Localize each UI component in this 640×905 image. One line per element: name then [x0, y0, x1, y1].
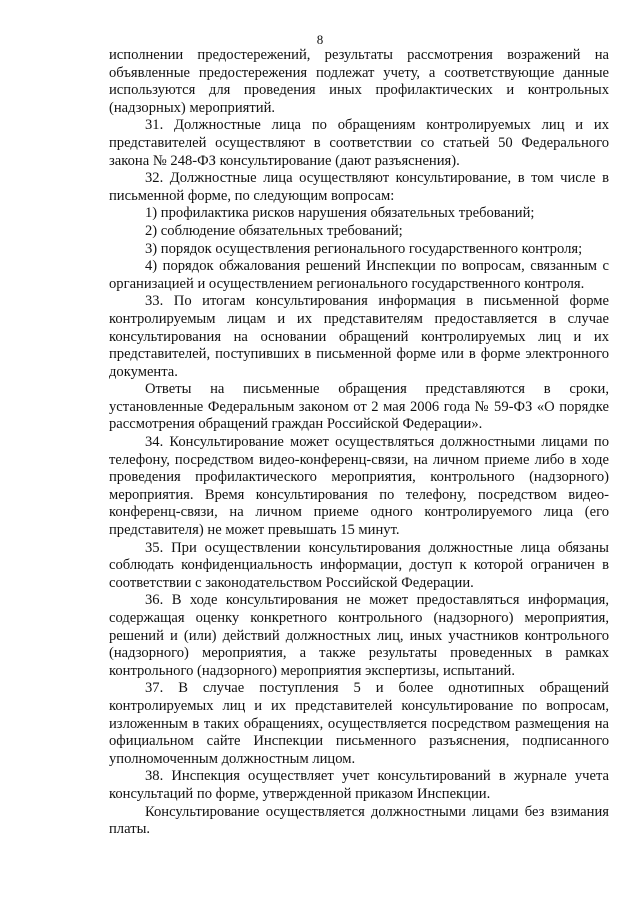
document-body — [109, 47, 609, 839]
paragraph-continuation: исполнении предостережений, результаты рассмотрения возражений на объявленные предостережения подлежат учету, а соответствующие данные используются для проведения иных профилактических и контрольных (надзорных) мероприятий. — [109, 47, 609, 116]
paragraph-33: 33. По итогам консультирования информация в письменной форме контролируемым лицам и их представителям предоставляется в случае консультирования на основании обращений контролируемых лиц и их представителей, поступивших в письменной форме или в форме электронного документа. — [109, 293, 609, 380]
list-item-4: 4) порядок обжалования решений Инспекции по вопросам, связанным с организацией и осуществлением регионального государственного контроля. — [109, 258, 609, 292]
paragraph-free-of-charge: Консультирование осуществляется должностными лицами без взимания платы. — [109, 803, 609, 838]
paragraph-38: 38. Инспекция осуществляет учет консультирований в журнале учета консультаций по форме, утвержденной приказом Инспекции. — [109, 768, 609, 802]
paragraph-35: 35. При осуществлении консультирования должностные лица обязаны соблюдать конфиденциальность информации, доступ к которой ограничен в соответствии с законодательством Российской Федерации. — [109, 539, 609, 591]
paragraph-answers-deadline: Ответы на письменные обращения представляются в сроки, установленные Федеральным законом от 2 мая 2006 года № 59-ФЗ «О порядке рассмотрения обращений граждан Российской Федерации». — [109, 381, 609, 433]
paragraph-34: 34. Консультирование может осуществляться должностными лицами по телефону, посредством видео-конференц-связи, на личном приеме либо в ходе проведения профилактического мероприятия, контрольного (надзорного) мероприятия. Время консультирования по телефону, посредством видео-конференц-связи, на личном приеме одного контролируемого лица (его представителя) не может превышать 15 минут. — [109, 434, 609, 539]
list-item-1: 1) профилактика рисков нарушения обязательных требований; — [145, 205, 535, 222]
list-item-3: 3) порядок осуществления регионального государственного контроля; — [145, 240, 583, 257]
paragraph-36: 36. В ходе консультирования не может предоставляться информация, содержащая оценку конкретного контрольного (надзорного) мероприятия, решений и (или) действий должностных лиц, иных участников контрольного (надзорного) мероприятия, а также результаты проведенных в рамках контрольного (надзорного) мероприятия экспертизы, испытаний. — [109, 592, 609, 679]
list-item-2: 2) соблюдение обязательных требований; — [145, 222, 403, 239]
page-number: 8 — [316, 32, 324, 47]
paragraph-32: 32. Должностные лица осуществляют консультирование, в том числе в письменной форме, по следующим вопросам: — [109, 170, 609, 204]
paragraph-31: 31. Должностные лица по обращениям контролируемых лиц и их представителей осуществляют в соответствии со статьей 50 Федерального закона № 248-ФЗ консультирование (дают разъяснения). — [109, 117, 609, 169]
paragraph-37: 37. В случае поступления 5 и более однотипных обращений контролируемых лиц и их представителей консультирование по вопросам, изложенным в таких обращениях, осуществляется посредством размещения на официальном сайте Инспекции письменного разъяснения, подписанного уполномоченным должностным лицом. — [109, 680, 609, 767]
